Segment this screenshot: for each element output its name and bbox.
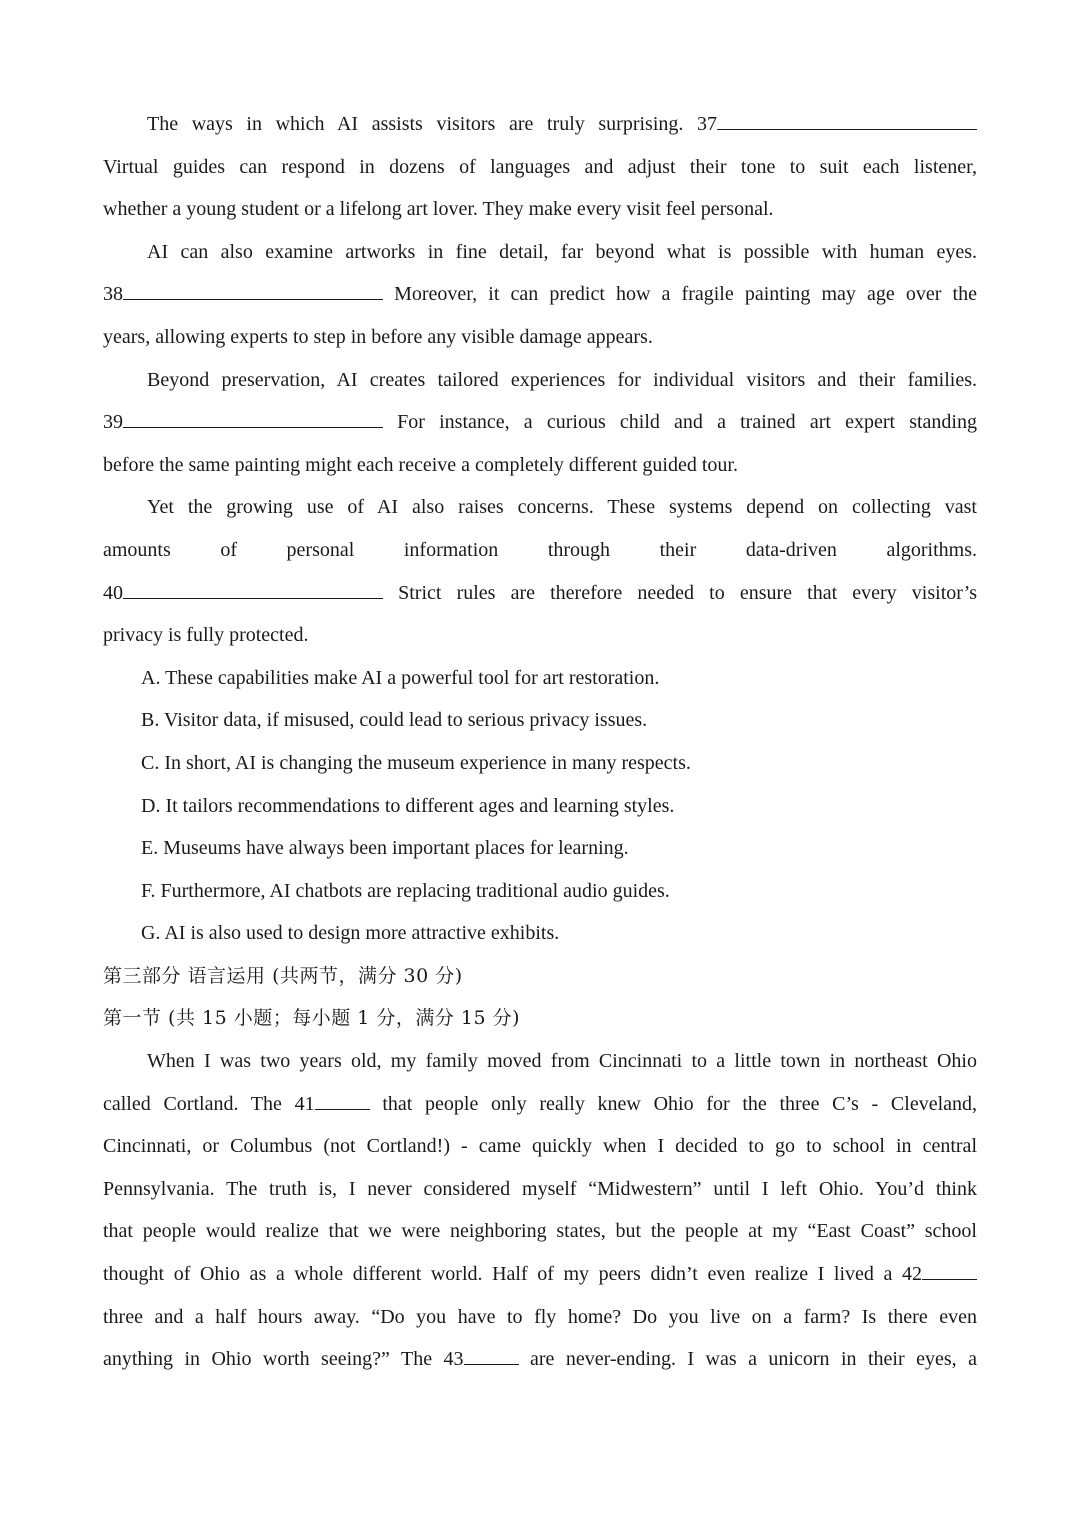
question-number-38: 38 — [103, 283, 123, 306]
question-number-39: 39 — [103, 411, 123, 434]
option-c: C. In short, AI is changing the museum experience in many respects. — [141, 751, 691, 774]
passage-p4-line4: privacy is fully protected. — [103, 624, 309, 647]
answer-blank-43[interactable] — [464, 1346, 519, 1365]
answer-blank-38[interactable] — [123, 281, 383, 300]
cloze-text: that people only really knew Ohio for the three C’s - Cleveland, — [369, 1092, 977, 1115]
option-a: A. These capabilities make AI a powerful tool for art restoration. — [141, 666, 660, 689]
passage-p1-line3: whether a young student or a lifelong art lover. They make every visit feel personal. — [103, 198, 774, 221]
answer-blank-37[interactable] — [717, 111, 977, 130]
option-g: G. AI is also used to design more attractive exhibits. — [141, 922, 560, 945]
option-f: F. Furthermore, AI chatbots are replacing traditional audio guides. — [141, 879, 670, 902]
cloze-line1: When I was two years old, my family moved from Cincinnati to a little town in northeast Ohio — [147, 1050, 977, 1073]
question-number-40: 40 — [103, 581, 123, 604]
passage-p1-line2: Virtual guides can respond in dozens of languages and adjust their tone to suit each listener, — [103, 155, 977, 178]
passage-p2-line3: years, allowing experts to step in before any visible damage appears. — [103, 325, 653, 348]
section-part-title: 第三部分 语言运用 (共两节，满分 30 分) — [103, 964, 463, 987]
answer-blank-39[interactable] — [123, 409, 383, 428]
passage-p4-line1: Yet the growing use of AI also raises concerns. These systems depend on collecting vast — [147, 496, 977, 519]
cloze-line2 — [103, 1083, 977, 1126]
passage-p3-line2 — [103, 401, 977, 444]
passage-p3-line3: before the same painting might each receive a completely different guided tour. — [103, 453, 738, 476]
answer-blank-42[interactable] — [922, 1261, 977, 1280]
cloze-line5: that people would realize that we were neighboring states, but the people at my “East Coast” school — [103, 1220, 977, 1243]
passage-p2-line2 — [103, 273, 977, 316]
option-e: E. Museums have always been important places for learning. — [141, 837, 629, 860]
passage-text: Strict rules are therefore needed to ensure that every visitor’s — [383, 581, 977, 604]
cloze-text: are never-ending. I was a unicorn in their eyes, a — [518, 1348, 977, 1371]
exam-page — [103, 103, 977, 1381]
cloze-line3: Cincinnati, or Columbus (not Cortland!) - came quickly when I decided to go to school in central — [103, 1135, 977, 1158]
answer-blank-41[interactable] — [315, 1091, 370, 1110]
passage-text: Moreover, it can predict how a fragile painting may age over the — [383, 283, 977, 306]
cloze-line8 — [103, 1338, 977, 1381]
cloze-line4: Pennsylvania. The truth is, I never considered myself “Midwestern” until I left Ohio. You’d think — [103, 1177, 977, 1200]
passage-p4-line2: amounts of personal information through their data-driven algorithms. — [103, 538, 977, 561]
cloze-line6 — [103, 1253, 977, 1296]
cloze-text: anything in Ohio worth seeing?” The 43 — [103, 1348, 464, 1371]
passage-p3-line1: Beyond preservation, AI creates tailored experiences for individual visitors and their families. — [147, 368, 977, 391]
passage-text: For instance, a curious child and a trained art expert standing — [383, 411, 977, 434]
answer-blank-40[interactable] — [123, 580, 383, 599]
option-b: B. Visitor data, if misused, could lead to serious privacy issues. — [141, 709, 648, 732]
cloze-line7: three and a half hours away. “Do you have to fly home? Do you live on a farm? Is there even — [103, 1305, 977, 1328]
passage-p4-line3 — [103, 572, 977, 615]
section-sub-title: 第一节 (共 15 小题；每小题 1 分，满分 15 分) — [103, 1007, 521, 1030]
option-d: D. It tailors recommendations to different ages and learning styles. — [141, 794, 675, 817]
passage-text: The ways in which AI assists visitors are truly surprising. 37 — [147, 113, 717, 135]
passage-p1-line1 — [103, 103, 977, 146]
cloze-text: called Cortland. The 41 — [103, 1092, 315, 1115]
cloze-text: thought of Ohio as a whole different world. Half of my peers didn’t even realize I lived a 42 — [103, 1263, 922, 1286]
passage-p2-line1: AI can also examine artworks in fine detail, far beyond what is possible with human eyes. — [147, 240, 977, 263]
